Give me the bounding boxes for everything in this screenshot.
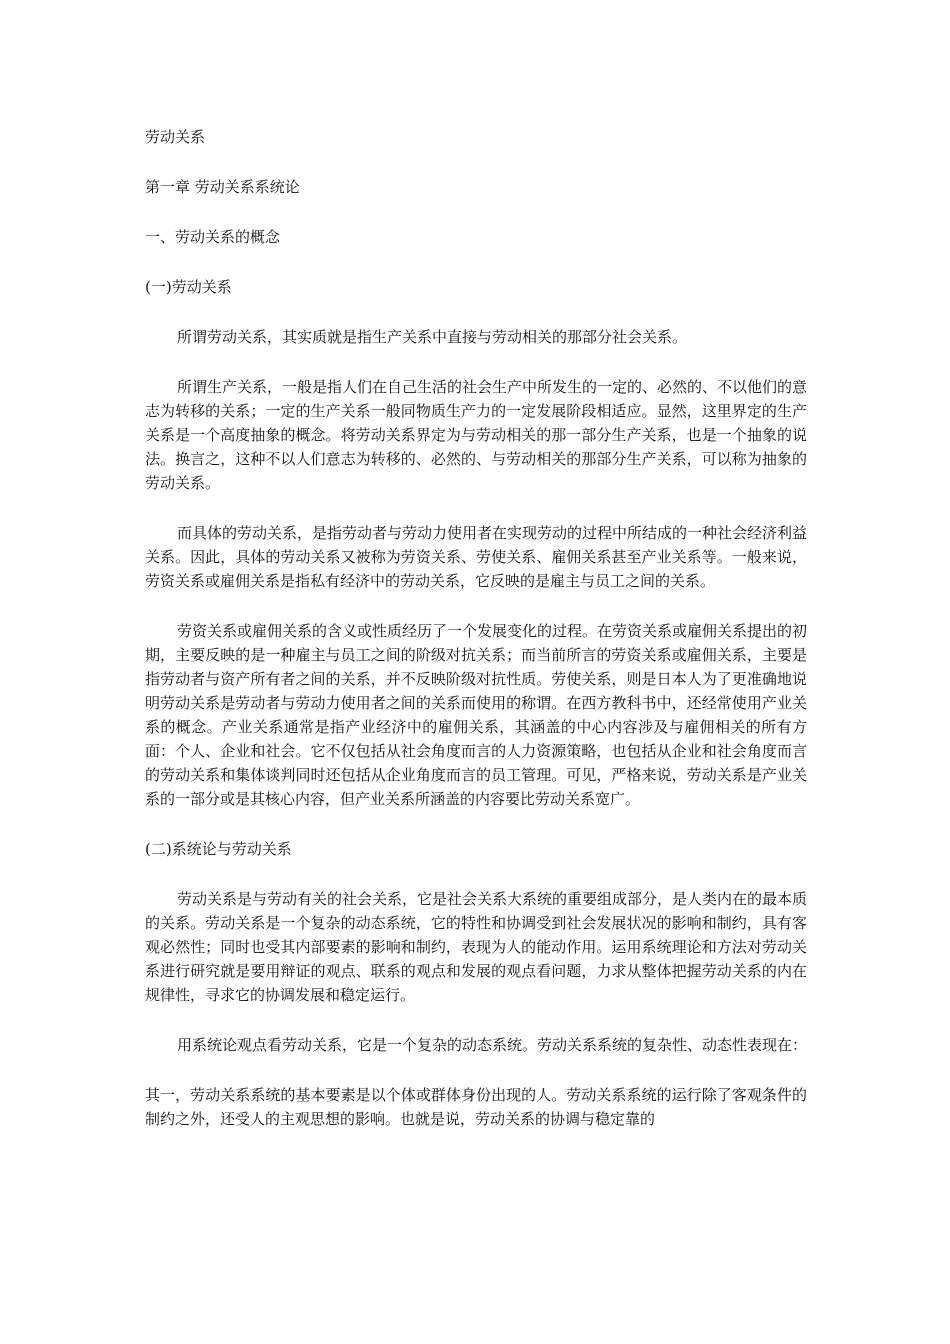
paragraph: 而具体的劳动关系，是指劳动者与劳动力使用者在实现劳动的过程中所结成的一种社会经济利益关系。因此，具体的劳动关系又被称为劳资关系、劳使关系、雇佣关系甚至产业关系等。一般来说，劳资关系或雇佣关系是指私有经济中的劳动关系，它反映的是雇主与员工之间的关系。 xyxy=(145,524,808,590)
paragraph: 所谓生产关系，一般是指人们在自己生活的社会生产中所发生的一定的、必然的、不以他们的意志为转移的关系；一定的生产关系一般同物质生产力的一定发展阶段相适应。显然，这里界定的生产关系是一个高度抽象的概念。将劳动关系界定为与劳动相关的那一部分生产关系，也是一个抽象的说法。换言之，这种不以人们意志为转移的、必然的、与劳动相关的那部分生产关系，可以称为抽象的劳动关系。 xyxy=(145,378,808,492)
document-title: 劳动关系 xyxy=(145,128,206,146)
document-body xyxy=(145,125,807,1157)
paragraph: 劳动关系是与劳动有关的社会关系，它是社会关系大系统的重要组成部分，是人类内在的最本质的关系。劳动关系是一个复杂的动态系统，它的特性和协调受到社会发展状况的影响和制约，具有客观必然性；同时也受其内部要素的影响和制约，表现为人的能动作用。运用系统理论和方法对劳动关系进行研究就是要用辩证的观点、联系的观点和发展的观点看问题，力求从整体把握劳动关系的内在规律性，寻求它的协调发展和稳定运行。 xyxy=(145,890,808,1004)
chapter-heading: 第一章 劳动关系系统论 xyxy=(145,178,300,196)
section-heading: 一、劳动关系的概念 xyxy=(145,228,281,246)
paragraph-last: 其一，劳动关系系统的基本要素是以个体或群体身份出现的人。劳动关系系统的运行除了客观条件的制约之外，还受人的主观思想的影响。也就是说，劳动关系的协调与稳定靠的 xyxy=(145,1086,807,1128)
subsection-heading-1: (一)劳动关系 xyxy=(145,278,232,296)
paragraph: 所谓劳动关系，其实质就是指生产关系中直接与劳动相关的那部分社会关系。 xyxy=(177,328,688,346)
paragraph: 用系统论观点看劳动关系，它是一个复杂的动态系统。劳动关系系统的复杂性、动态性表现在： xyxy=(177,1036,808,1054)
paragraph: 劳资关系或雇佣关系的含义或性质经历了一个发展变化的过程。在劳资关系或雇佣关系提出的初期，主要反映的是一种雇主与员工之间的阶级对抗关系；而当前所言的劳资关系或雇佣关系，主要是指劳动者与资产所有者之间的关系，并不反映阶级对抗性质。劳使关系，则是日本人为了更准确地说明劳动关系是劳动者与劳动力使用者之间的关系而使用的称谓。在西方教科书中，还经常使用产业关系的概念。产业关系通常是指产业经济中的雇佣关系，其涵盖的中心内容涉及与雇佣相关的所有方面：个人、企业和社会。它不仅包括从社会角度而言的人力资源策略，也包括从企业和社会角度而言的劳动关系和集体谈判同时还包括从企业角度而言的员工管理。可见，严格来说，劳动关系是产业关系的一部分或是其核心内容，但产业关系所涵盖的内容要比劳动关系宽广。 xyxy=(145,622,808,808)
subsection-heading-2: (二)系统论与劳动关系 xyxy=(145,840,292,858)
